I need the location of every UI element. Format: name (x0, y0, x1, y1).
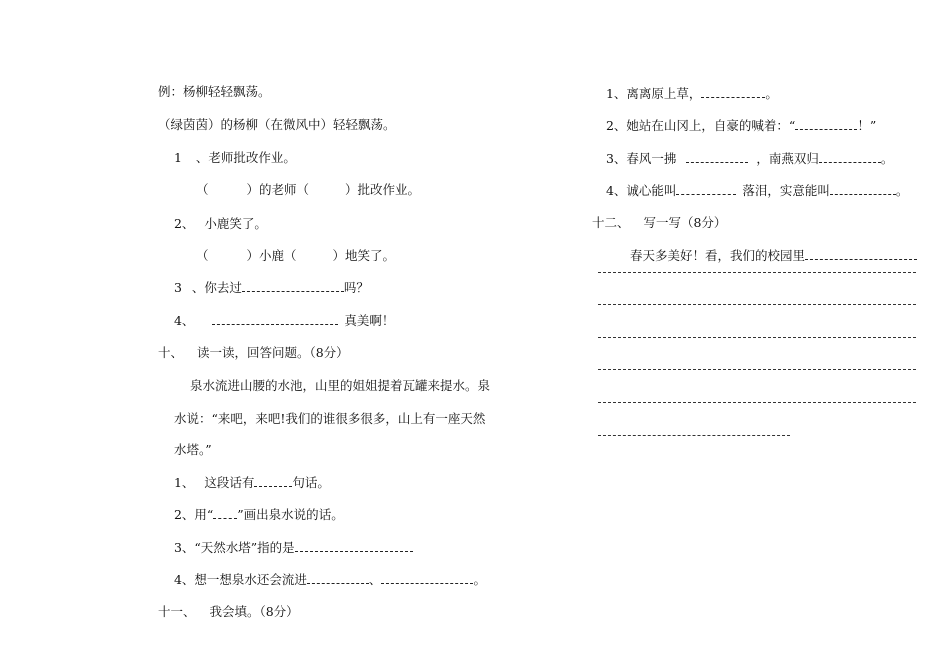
answer-blank[interactable] (254, 476, 292, 487)
fill-question-4[interactable] (598, 167, 909, 198)
question-number: 1 (173, 150, 182, 165)
question-4[interactable] (166, 297, 395, 328)
section-number: 十二、 (591, 215, 630, 230)
section-11-heading (150, 588, 299, 619)
answer-blank[interactable] (676, 184, 736, 195)
question-text: 。 (895, 183, 909, 198)
question-text: 这段话有 (204, 475, 255, 490)
reading-question-2[interactable] (166, 491, 344, 522)
writing-prompt-text: 春天多美好！看，我们的校园里 (629, 248, 805, 263)
reading-question-1[interactable] (166, 459, 330, 490)
question-text: ，南燕双归 (756, 151, 819, 166)
question-number: 2、 (173, 216, 195, 231)
answer-blank[interactable] (830, 184, 896, 195)
fill-question-3[interactable] (598, 135, 894, 166)
example-expanded-text: （绿茵茵）的杨柳（在微风中）轻轻飘荡。 (157, 117, 396, 132)
writing-line-5[interactable] (598, 402, 916, 403)
answer-blank[interactable] (819, 152, 881, 163)
fill-text: ）批改作业。 (344, 182, 420, 197)
fill-text: ）的老师（ (246, 182, 309, 197)
question-2-answer[interactable] (188, 232, 395, 263)
passage-text: 泉水流进山腰的水池，山里的姐姐提着瓦罐来提水。泉 (189, 378, 490, 393)
section-12-heading (584, 199, 727, 230)
question-1-answer[interactable] (188, 166, 420, 197)
question-number: 3 (173, 280, 182, 295)
answer-blank[interactable] (307, 573, 369, 584)
question-text: 、你去过 (191, 280, 242, 295)
answer-blank[interactable] (795, 119, 857, 130)
passage-line-2 (166, 395, 486, 426)
passage-line-3 (166, 426, 212, 457)
section-title: 写一写（8分） (643, 215, 727, 230)
writing-line-3[interactable] (598, 337, 916, 338)
writing-line-2[interactable] (598, 304, 916, 305)
question-text: ”画出泉水说的话。 (237, 507, 344, 522)
fill-question-2[interactable] (598, 102, 877, 133)
writing-line-1[interactable] (598, 272, 916, 273)
example-text: 例：杨柳轻轻飘荡。 (157, 84, 271, 99)
question-text: 3、春风一拂 (605, 151, 677, 166)
writing-line-4[interactable] (598, 369, 916, 370)
question-1 (166, 134, 296, 165)
section-number: 十一、 (157, 604, 196, 619)
question-3[interactable] (166, 264, 369, 295)
question-text: 4、想一想泉水还会流进 (173, 572, 307, 587)
reading-question-4[interactable] (166, 556, 486, 587)
section-title: 读一读，回答问题。（8分） (196, 345, 349, 360)
passage-text: 水说：“来吧，来吧!我们的谁很多很多，山上有一座天然 (173, 411, 486, 426)
example-expanded-sentence (150, 101, 396, 132)
open-paren: （ (195, 182, 209, 197)
answer-blank[interactable] (701, 87, 765, 98)
writing-line-6[interactable] (598, 435, 790, 436)
question-text: 小鹿笑了。 (204, 216, 267, 231)
question-text: 。 (473, 572, 486, 587)
section-title: 我会填。（8分） (209, 604, 299, 619)
question-text: 4、诚心能叫 (605, 183, 677, 198)
question-text: 3、“天然水塔”指的是 (173, 540, 295, 555)
reading-question-3[interactable] (166, 524, 413, 555)
section-10-heading (150, 329, 349, 360)
section-number: 十、 (157, 345, 183, 360)
answer-blank[interactable] (686, 152, 748, 163)
writing-blank[interactable] (805, 249, 917, 260)
open-paren: （ (195, 248, 209, 263)
passage-text: 水塔。” (173, 442, 212, 457)
question-number: 1、 (173, 475, 195, 490)
question-text: 落泪，实意能叫 (742, 183, 830, 198)
answer-blank[interactable] (212, 314, 338, 325)
question-text: 、老师批改作业。 (195, 150, 296, 165)
passage-line-1 (182, 362, 490, 393)
question-text: 句话。 (292, 475, 330, 490)
answer-blank[interactable] (213, 508, 237, 519)
question-text: 1、离离原上草， (605, 86, 702, 101)
question-text: 2、她站在山冈上，自豪的喊着：“ (605, 118, 796, 133)
answer-blank[interactable] (242, 281, 344, 292)
answer-blank[interactable] (381, 573, 473, 584)
question-number: 4、 (173, 313, 195, 328)
question-2 (166, 200, 267, 231)
fill-text: ）地笑了。 (332, 248, 395, 263)
question-text: 。 (765, 86, 778, 101)
question-text: 、 (368, 572, 382, 587)
question-text: 真美啊！ (344, 313, 395, 328)
question-text: ！” (857, 118, 877, 133)
fill-question-1[interactable] (598, 70, 778, 101)
question-text: 。 (880, 151, 894, 166)
question-text: 2、用“ (173, 507, 214, 522)
writing-prompt[interactable] (622, 232, 917, 263)
fill-text: ）小鹿（ (246, 248, 297, 263)
question-text: 吗？ (343, 280, 369, 295)
answer-blank[interactable] (295, 541, 413, 552)
example-sentence (150, 68, 271, 99)
